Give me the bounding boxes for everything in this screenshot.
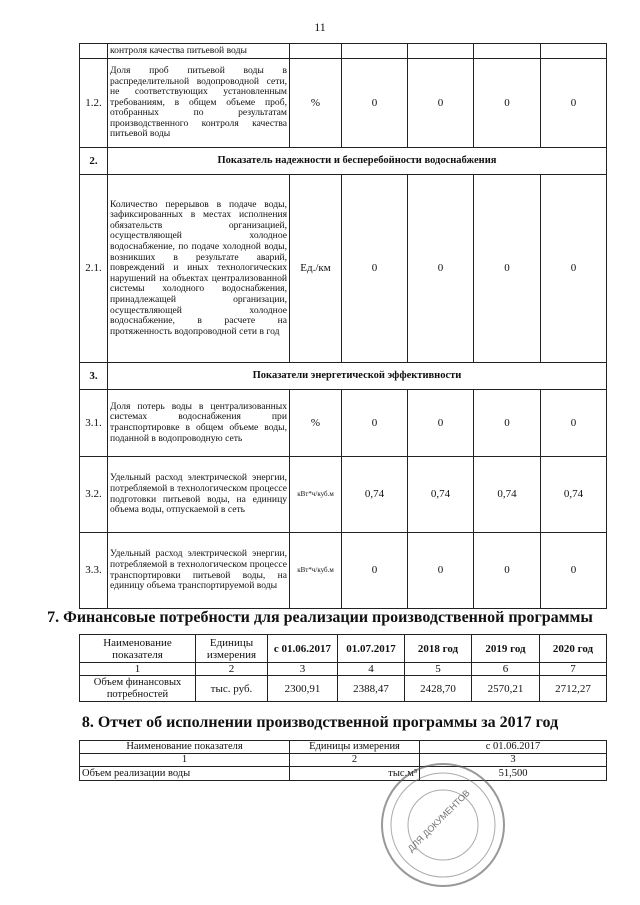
row-text: Доля проб питьевой воды в распределительной водопроводной сети, не соответствующих установленным требованиям, в общем объеме проб, отобранных по результатам производственного контроля качества питьевой воды [108, 59, 290, 148]
row-value: 0 [541, 59, 607, 148]
section-number: 3. [80, 363, 108, 390]
row-value: 2570,21 [472, 676, 540, 702]
column-number: 6 [472, 663, 540, 676]
row-unit: кВт*ч/куб.м [290, 533, 342, 609]
section-row [80, 363, 607, 390]
page-number: 11 [314, 20, 326, 34]
row-number: 1.2. [80, 59, 108, 148]
row-value: 0,74 [474, 457, 541, 533]
row-text: Удельный расход электрической энергии, потребляемой в технологическом процессе транспортировки питьевой воды, на единицу объема транспортируемой воды [108, 533, 290, 609]
header-cell: 2019 год [472, 635, 540, 663]
row-value: 0 [342, 533, 408, 609]
column-number: 1 [80, 754, 290, 767]
row-unit: % [290, 59, 342, 148]
row-value: 0 [408, 175, 474, 363]
row-value: 0 [342, 175, 408, 363]
table-header-row [80, 635, 607, 663]
section8-title: 8. Отчет об исполнении производственной программы за 2017 год [81, 714, 559, 731]
row-value: 51,500 [420, 767, 607, 781]
row-number: 3.3. [80, 533, 108, 609]
row-label: Объем реализации воды [80, 767, 290, 781]
row-value: 2712,27 [540, 676, 607, 702]
section7-title: 7. Финансовые потребности для реализации производственной программы [47, 609, 593, 626]
column-number: 3 [420, 754, 607, 767]
row-unit: Ед./км [290, 175, 342, 363]
row-unit: кВт*ч/куб.м [290, 457, 342, 533]
column-number: 4 [338, 663, 405, 676]
row-number: 3.1. [80, 390, 108, 457]
row-value: 0 [541, 390, 607, 457]
financial-needs-table [79, 634, 607, 702]
row-value: 0 [541, 175, 607, 363]
header-cell: с 01.06.2017 [420, 741, 607, 754]
column-number-row [80, 754, 607, 767]
stamp-text: ДЛЯ ДОКУМЕНТОВ [405, 787, 472, 854]
column-number: 2 [290, 754, 420, 767]
table-row [80, 175, 607, 363]
row-value: 2300,91 [268, 676, 338, 702]
execution-report-table [79, 740, 607, 781]
row-text: Количество перерывов в подаче воды, зафиксированных в местах исполнения обязательств организацией, осуществляющей холодное водоснабжение, по подаче холодной воды, возникших в результате аварий, повреждений и иных технологических нарушений на объектах централизованной системы холодного водоснабжения, принадлежащей организации, осуществляющей холодное водоснабжение, в расчете на протяженность водопроводной сети в год [108, 175, 290, 363]
row-unit: тыс.м³ [290, 767, 420, 781]
row-value: 0,74 [408, 457, 474, 533]
column-number: 2 [196, 663, 268, 676]
row-value: 0 [342, 390, 408, 457]
row-value: 2388,47 [338, 676, 405, 702]
row-value: 0 [474, 390, 541, 457]
row-value: 0,74 [541, 457, 607, 533]
table-row [80, 44, 607, 59]
table-row [80, 390, 607, 457]
row-text: Доля потерь воды в централизованных системах водоснабжения при транспортировке в общем объеме воды, поданной в водопроводную сеть [108, 390, 290, 457]
header-cell: 2018 год [405, 635, 472, 663]
row-value: 0 [474, 533, 541, 609]
header-cell: Единицы измерения [290, 741, 420, 754]
row-value: 0 [408, 390, 474, 457]
column-number: 5 [405, 663, 472, 676]
row-value: 0,74 [342, 457, 408, 533]
row-number: 2.1. [80, 175, 108, 363]
row-value: 0 [342, 59, 408, 148]
row-value: 0 [408, 59, 474, 148]
header-cell: Наименование показателя [80, 635, 196, 663]
column-number: 7 [540, 663, 607, 676]
row-value: 2428,70 [405, 676, 472, 702]
column-number: 1 [80, 663, 196, 676]
section-row [80, 148, 607, 175]
column-number: 3 [268, 663, 338, 676]
header-cell: Единицы измерения [196, 635, 268, 663]
table-row [80, 457, 607, 533]
row-unit: тыс. руб. [196, 676, 268, 702]
header-cell: Наименование показателя [80, 741, 290, 754]
row-text: контроля качества питьевой воды [108, 44, 290, 59]
row-text: Удельный расход электрической энергии, потребляемой в технологическом процессе подготовки питьевой воды, на единицу объема воды, отпускаемой в сеть [108, 457, 290, 533]
row-value: 0 [474, 59, 541, 148]
table-row [80, 533, 607, 609]
row-unit: % [290, 390, 342, 457]
row-number: 3.2. [80, 457, 108, 533]
row-label: Объем финансовых потребностей [80, 676, 196, 702]
indicators-table [79, 43, 607, 609]
header-cell: 01.07.2017 [338, 635, 405, 663]
column-number-row [80, 663, 607, 676]
section-title: Показатель надежности и бесперебойности водоснабжения [108, 148, 607, 175]
header-cell: 2020 год [540, 635, 607, 663]
table-row [80, 59, 607, 148]
row-value: 0 [474, 175, 541, 363]
section-number: 2. [80, 148, 108, 175]
section-title: Показатели энергетической эффективности [108, 363, 607, 390]
table-row [80, 676, 607, 702]
seal-stamp [378, 760, 508, 890]
row-value: 0 [541, 533, 607, 609]
header-cell: с 01.06.2017 [268, 635, 338, 663]
table-row [80, 767, 607, 781]
table-header-row [80, 741, 607, 754]
row-value: 0 [408, 533, 474, 609]
